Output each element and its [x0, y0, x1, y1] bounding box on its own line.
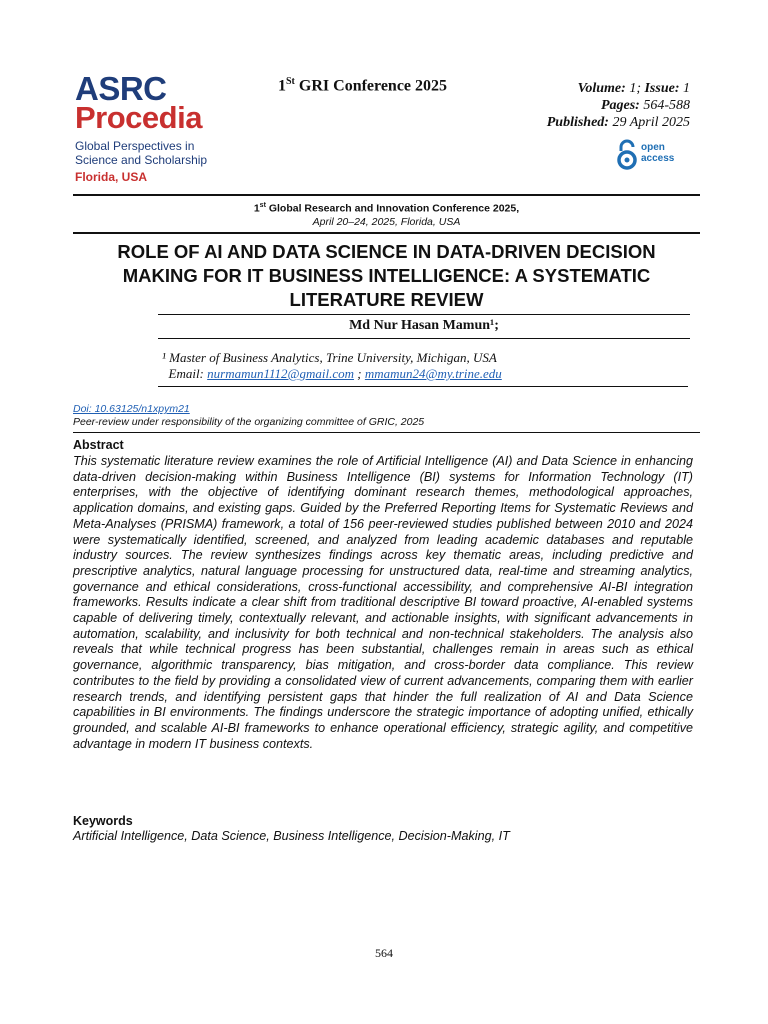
author-name: Md Nur Hasan Mamun¹;	[349, 318, 499, 333]
issue-info	[547, 80, 690, 131]
email-line	[162, 366, 502, 382]
conference-name: GRI Conference 2025	[298, 77, 448, 95]
email-link-1[interactable]: nurmamun1112@gmail.com	[207, 366, 355, 381]
email-label: Email:	[168, 366, 204, 381]
gric-dates: April 20–24, 2025, Florida, USA	[312, 215, 461, 228]
pages-line	[547, 97, 690, 114]
gric-title-line	[73, 199, 700, 216]
pages-value: 564-588	[643, 98, 690, 113]
affiliation-rule	[158, 386, 688, 387]
gric-title: Global Research and Innovation Conference 2025,	[268, 202, 520, 215]
volume-label: Volume:	[577, 81, 626, 96]
open-access-label	[641, 142, 674, 164]
conference-title	[278, 76, 447, 95]
header-rule-top	[73, 194, 700, 196]
published-line	[547, 114, 690, 131]
published-value: 29 April 2025	[612, 115, 690, 130]
doi-link[interactable]: Doi: 10.63125/n1xpym21	[73, 403, 190, 415]
gric-sup: st	[259, 202, 266, 209]
page-number: 564	[375, 946, 393, 960]
author-rule-bottom	[158, 338, 690, 339]
logo-tagline-1: Global Perspectives in	[75, 139, 195, 153]
email-separator: ;	[354, 366, 365, 381]
abstract-rule	[73, 432, 700, 433]
logo-procedia: Procedia	[75, 100, 202, 135]
conference-sup: St	[286, 76, 295, 87]
keywords-text: Artificial Intelligence, Data Science, Business Intelligence, Decision-Making, IT	[73, 829, 510, 843]
conference-prefix: 1	[278, 77, 286, 95]
logo-tagline-2: Science and Scholarship	[75, 153, 208, 167]
issue-value: 1	[683, 81, 690, 96]
logo-asrc: ASRC	[75, 70, 167, 107]
keywords-heading: Keywords	[73, 814, 133, 828]
logo-tagline	[75, 139, 235, 167]
affiliation-block	[162, 350, 502, 382]
abstract-text: This systematic literature review examines the role of Artificial Intelligence (AI) and Data Science in enhancing data-driven decision-making within Business Intelligence (BI) systems for Information Technology (IT) enterprises, with the objective of identifying dominant research themes, methodological approaches, application domains, and existing gaps. Guided by the Preferred Reporting Items for Systematic Reviews and Meta-Analyses (PRISMA) framework, a total of 156 peer-reviewed studies published between 2010 and 2024 were systematically identified, screened, and analyzed from leading academic databases and reputable industry sources. The review synthesizes findings across key thematic areas, including predictive and prescriptive analytics, natural language processing for unstructured data, real-time and streaming analytics, governance and ethical considerations, cross-functional accessibility, and comprehensive AI-BI integration frameworks. Results indicate a clear shift from traditional descriptive BI toward proactive, AI-enabled systems capable of delivering timely, contextually relevant, and actionable insights, with significant advancements in automation, scalability, and inclusivity for both technical and non-technical stakeholders. The analysis also reveals that while technical progress has been substantial, challenges remain in areas such as ethical governance, algorithmic transparency, bias mitigation, and cross-border data compliance. This review contributes to the field by providing a consolidated view of current advancements, comparing them with earlier research trends, and identifying persistent gaps that hinder the full realization of AI and Data Science capabilities in BI environments. The findings underscore the strategic importance of adopting unified, ethically grounded, and scalable AI-BI frameworks to enhance operational efficiency, strategic agility, and competitive advantage in modern IT business contexts.	[73, 454, 693, 751]
paper-title: ROLE OF AI AND DATA SCIENCE IN DATA-DRIVEN DECISION MAKING FOR IT BUSINESS INTELLIGENCE: A SYSTEMATIC LITERATURE REVIEW	[117, 241, 656, 310]
header-rule-bottom	[73, 232, 700, 234]
peer-review-note: Peer-review under responsibility of the organizing committee of GRIC, 2025	[73, 416, 425, 428]
logo-location: Florida, USA	[75, 170, 148, 184]
abstract-heading: Abstract	[73, 438, 124, 452]
gric-prefix: 1	[253, 202, 260, 215]
affiliation: ¹ Master of Business Analytics, Trine University, Michigan, USA	[162, 350, 497, 365]
volume-value: 1;	[629, 81, 641, 96]
author-rule-top	[158, 314, 690, 315]
email-link-2[interactable]: mmamun24@my.trine.edu	[364, 366, 502, 381]
pages-label: Pages:	[600, 98, 640, 113]
issue-label: Issue:	[644, 81, 680, 96]
journal-logo	[75, 70, 235, 184]
open-access-line2: access	[641, 153, 675, 164]
volume-line	[547, 80, 690, 97]
open-access-line1: open	[641, 142, 665, 153]
gric-banner	[73, 199, 700, 229]
published-label: Published:	[546, 115, 609, 130]
